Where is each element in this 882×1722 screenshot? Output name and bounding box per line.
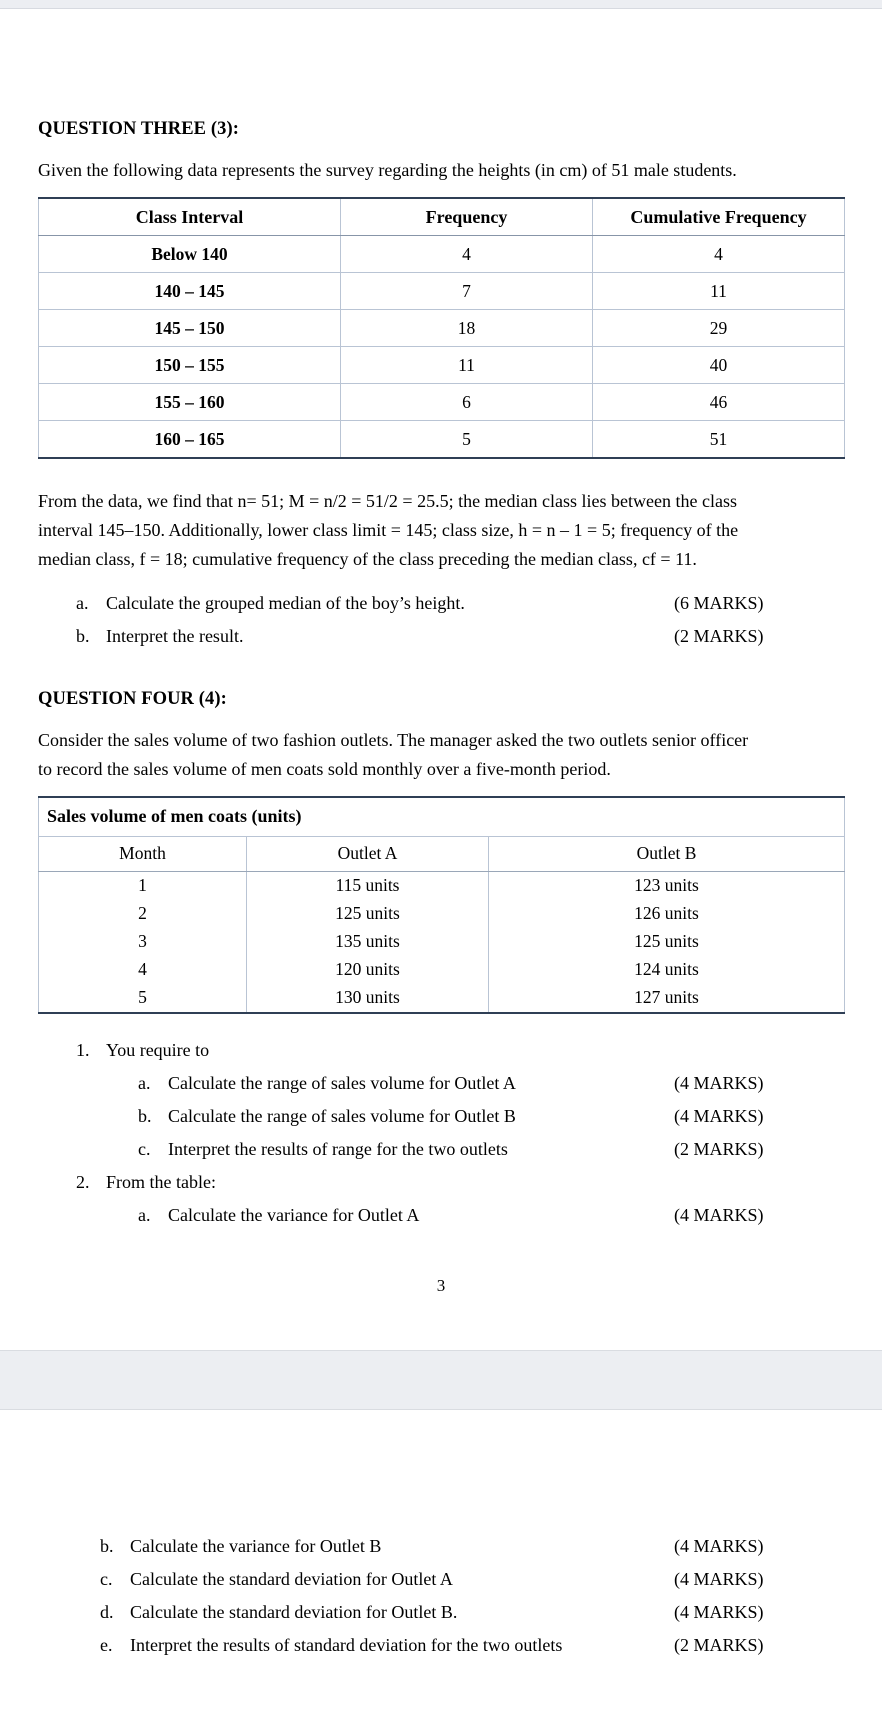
marks-label: (4 MARKS) (674, 1535, 764, 1556)
cell-class-interval: Below 140 (39, 236, 341, 273)
list-marker: 1. (76, 1039, 90, 1060)
question-four-subtask-list-2 (76, 1199, 844, 1232)
column-header-outlet-a: Outlet A (247, 836, 489, 871)
table-row (39, 900, 845, 928)
cell-frequency: 5 (341, 421, 593, 459)
cell-month: 4 (39, 956, 247, 984)
cell-cumulative-frequency: 51 (593, 421, 845, 459)
marks-label: (4 MARKS) (674, 1601, 764, 1622)
list-item-text: Calculate the standard deviation for Outlet B. (130, 1601, 458, 1622)
table-title-row (39, 797, 845, 837)
cell-outlet-a: 130 units (247, 984, 489, 1013)
page-one-content (0, 9, 882, 1350)
list-marker: 2. (76, 1171, 90, 1192)
question-four-intro-line-2: to record the sales volume of men coats sold monthly over a five-month period. (38, 758, 611, 779)
cell-cumulative-frequency: 40 (593, 347, 845, 384)
list-marker: c. (138, 1138, 151, 1159)
list-item-text: You require to (106, 1039, 210, 1060)
page-break-band (0, 1350, 882, 1410)
marks-label: (2 MARKS) (674, 1138, 764, 1159)
list-item (138, 1133, 844, 1166)
cell-outlet-b: 125 units (489, 928, 845, 956)
table-row (39, 421, 845, 459)
cell-month: 1 (39, 871, 247, 900)
cell-outlet-b: 123 units (489, 871, 845, 900)
cell-cumulative-frequency: 46 (593, 384, 845, 421)
cell-class-interval: 150 – 155 (39, 347, 341, 384)
table-header-row (39, 198, 845, 236)
frequency-table (38, 197, 845, 459)
question-three-task-list (38, 587, 844, 653)
cell-class-interval: 140 – 145 (39, 273, 341, 310)
table-header-row (39, 836, 845, 871)
question-three-intro: Given the following data represents the survey regarding the heights (in cm) of 51 male students. (38, 160, 737, 180)
marks-label: (6 MARKS) (674, 592, 764, 613)
list-item-text: Calculate the standard deviation for Outlet A (130, 1568, 453, 1589)
column-header-class-interval: Class Interval (39, 198, 341, 236)
list-marker: c. (100, 1568, 113, 1589)
cell-outlet-a: 120 units (247, 956, 489, 984)
cell-frequency: 7 (341, 273, 593, 310)
list-marker: b. (76, 625, 90, 646)
list-item (138, 1199, 844, 1232)
question-three-explanation-line-2: interval 145–150. Additionally, lower class limit = 145; class size, h = n – 1 = 5; frequency of the (38, 520, 739, 541)
cell-cumulative-frequency: 11 (593, 273, 845, 310)
table-row (39, 984, 845, 1013)
list-item (100, 1596, 844, 1629)
cell-outlet-b: 124 units (489, 956, 845, 984)
cell-cumulative-frequency: 29 (593, 310, 845, 347)
cell-outlet-b: 126 units (489, 900, 845, 928)
list-item-text: Calculate the range of sales volume for Outlet A (168, 1072, 516, 1093)
table-row (39, 384, 845, 421)
list-item-text: Interpret the results of standard deviation for the two outlets (130, 1634, 563, 1655)
cell-month: 3 (39, 928, 247, 956)
column-header-month: Month (39, 836, 247, 871)
cell-outlet-a: 125 units (247, 900, 489, 928)
list-item (76, 620, 844, 653)
question-three-explanation-line-1: From the data, we find that n= 51; M = n/2 = 51/2 = 25.5; the median class lies between the class (38, 491, 737, 512)
question-three-heading: QUESTION THREE (3): (38, 119, 239, 139)
question-four-continued-list (38, 1530, 844, 1662)
question-four-subtask-list-1 (76, 1067, 844, 1166)
column-header-frequency: Frequency (341, 198, 593, 236)
cell-outlet-a: 135 units (247, 928, 489, 956)
table-row (39, 347, 845, 384)
cell-frequency: 4 (341, 236, 593, 273)
table-row (39, 310, 845, 347)
cell-cumulative-frequency: 4 (593, 236, 845, 273)
list-marker: d. (100, 1601, 114, 1622)
sales-volume-table (38, 796, 845, 1014)
table-row (39, 871, 845, 900)
cell-outlet-a: 115 units (247, 871, 489, 900)
list-item (100, 1563, 844, 1596)
list-item (100, 1530, 844, 1563)
marks-label: (4 MARKS) (674, 1072, 764, 1093)
viewer-top-bar (0, 0, 882, 9)
list-marker: b. (138, 1105, 152, 1126)
table-row (39, 236, 845, 273)
list-item-text: From the table: (106, 1171, 216, 1192)
table-row (39, 273, 845, 310)
column-header-cumulative-frequency: Cumulative Frequency (593, 198, 845, 236)
table-row (39, 956, 845, 984)
cell-frequency: 18 (341, 310, 593, 347)
marks-label: (2 MARKS) (674, 625, 764, 646)
list-item-text: Calculate the range of sales volume for Outlet B (168, 1105, 516, 1126)
list-item (100, 1629, 844, 1662)
list-item-text: Interpret the results of range for the two outlets (168, 1138, 508, 1159)
list-item (76, 587, 844, 620)
cell-month: 2 (39, 900, 247, 928)
table-row (39, 928, 845, 956)
list-item-text: Calculate the variance for Outlet A (168, 1204, 420, 1225)
list-item (76, 1166, 844, 1199)
cell-class-interval: 155 – 160 (39, 384, 341, 421)
cell-frequency: 11 (341, 347, 593, 384)
marks-label: (4 MARKS) (674, 1105, 764, 1126)
question-four-heading: QUESTION FOUR (4): (38, 688, 227, 709)
list-marker: a. (138, 1204, 151, 1225)
list-marker: b. (100, 1535, 114, 1556)
list-marker: a. (138, 1072, 151, 1093)
marks-label: (4 MARKS) (674, 1204, 764, 1225)
question-three-explanation-line-3: median class, f = 18; cumulative frequency of the class preceding the median class, cf = 11. (38, 549, 697, 570)
cell-month: 5 (39, 984, 247, 1013)
list-marker: e. (100, 1634, 113, 1655)
list-item-text: Calculate the grouped median of the boy’s height. (106, 592, 465, 613)
list-item (138, 1100, 844, 1133)
cell-class-interval: 145 – 150 (39, 310, 341, 347)
marks-label: (2 MARKS) (674, 1634, 764, 1655)
list-item (138, 1067, 844, 1100)
list-item-text: Interpret the result. (106, 625, 244, 646)
cell-frequency: 6 (341, 384, 593, 421)
page-number: 3 (436, 1275, 446, 1295)
question-four-task-list (38, 1034, 844, 1232)
list-item (76, 1034, 844, 1067)
page-two-content (0, 1410, 882, 1722)
marks-label: (4 MARKS) (674, 1568, 764, 1589)
sales-table-title: Sales volume of men coats (units) (39, 797, 845, 837)
cell-outlet-b: 127 units (489, 984, 845, 1013)
cell-class-interval: 160 – 165 (39, 421, 341, 459)
list-marker: a. (76, 592, 89, 613)
column-header-outlet-b: Outlet B (489, 836, 845, 871)
question-four-intro-line-1: Consider the sales volume of two fashion outlets. The manager asked the two outlets senior officer (38, 729, 749, 750)
list-item-text: Calculate the variance for Outlet B (130, 1535, 382, 1556)
